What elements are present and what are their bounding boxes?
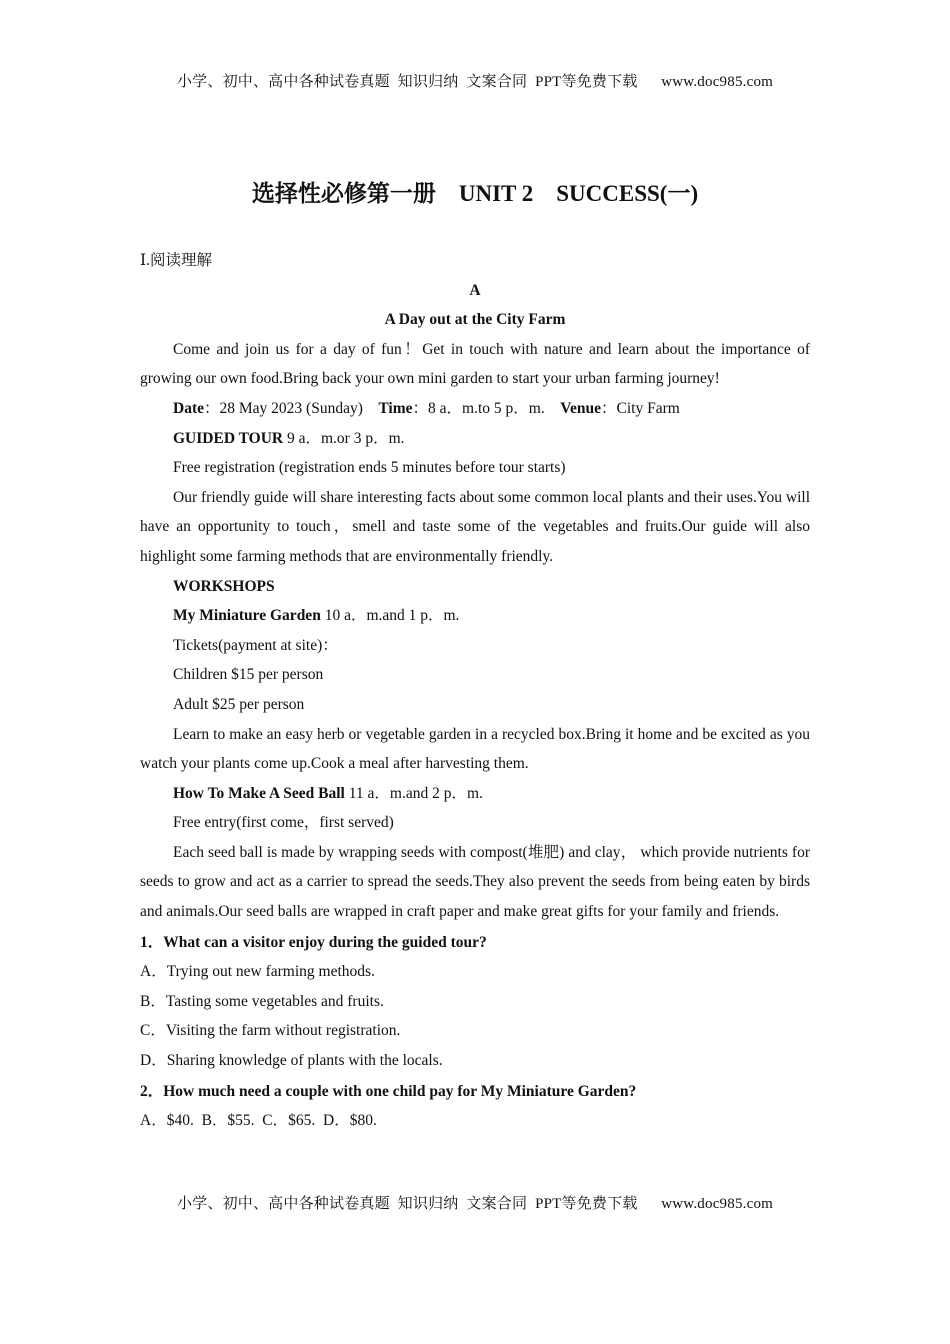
seed-ball-description: Each seed ball is made by wrapping seeds with compost(堆肥) and clay， which provide nutrients for seeds to grow and act as a carrier to spread the seeds.They also prevent the seeds from being eaten by birds and animals.Our seed balls are wrapped in craft paper and make great gifts for your family and friends.: [140, 843, 810, 921]
passage-intro: Come and join us for a day of fun！Get in touch with nature and learn about the importance of growing our own food.Bring back your own mini garden to start your urban farming journey!: [140, 340, 810, 388]
question-1-option-c: C．Visiting the farm without registration.: [140, 1022, 401, 1040]
date-label: Date: [173, 399, 204, 417]
seed-ball-time: 11 a．m.and 2 p．m.: [344, 784, 483, 802]
guided-tour-label: GUIDED TOUR: [173, 429, 284, 447]
workshops-heading: WORKSHOPS: [173, 577, 275, 595]
seed-ball-line: [140, 779, 810, 809]
event-info-line: [140, 394, 810, 424]
time-label: Time: [378, 399, 413, 417]
page-footer: 小学、初中、高中各种试卷真题 知识归纳 文案合同 PPT等免费下载 www.doc985.com: [176, 1196, 774, 1212]
section-heading: Ⅰ.阅读理解: [140, 252, 212, 269]
adult-price: Adult $25 per person: [173, 695, 305, 713]
question-1-option-b: B．Tasting some vegetables and fruits.: [140, 992, 384, 1010]
question-1-option-a: A．Trying out new farming methods.: [140, 963, 375, 981]
seed-ball-label: How To Make A Seed Ball: [173, 784, 345, 802]
tour-description: Our friendly guide will share interesting facts about some common local plants and their uses.You will have an opportunity to touch，smell and taste some of the vegetables and fruits.Our guide will also highlight some farming methods that are environmentally friendly.: [140, 488, 810, 565]
document-body: [140, 246, 810, 1136]
passage-letter: A: [469, 281, 481, 299]
garden-workshop-label: My Miniature Garden: [173, 607, 321, 625]
venue-label: Venue: [560, 399, 601, 417]
question-1: 1．What can a visitor enjoy during the guided tour?: [140, 933, 487, 951]
garden-workshop-time: 10 a．m.and 1 p．m.: [320, 607, 460, 625]
time-value: ：8 a．m.to 5 p．m.: [412, 399, 561, 417]
seed-ball-entry: Free entry(first come，first served): [173, 814, 394, 832]
question-2: 2．How much need a couple with one child pay for My Miniature Garden?: [140, 1082, 637, 1100]
garden-description: Learn to make an easy herb or vegetable garden in a recycled box.Bring it home and be excited as you watch your plants come up.Cook a meal after harvesting them.: [140, 725, 810, 773]
venue-value: ：City Farm: [601, 399, 680, 417]
page-header: 小学、初中、高中各种试卷真题 知识归纳 文案合同 PPT等免费下载 www.doc985.com: [176, 74, 774, 90]
question-1-option-d: D．Sharing knowledge of plants with the locals.: [140, 1052, 443, 1070]
passage-title: A Day out at the City Farm: [384, 311, 566, 329]
tickets-label: Tickets(payment at site)：: [173, 636, 338, 654]
date-value: ：28 May 2023 (Sunday): [204, 399, 379, 417]
guided-tour-line: [140, 424, 810, 454]
garden-workshop-line: [140, 601, 810, 631]
children-price: Children $15 per person: [173, 666, 324, 684]
question-2-options: A．$40. B．$55. C．$65. D．$80.: [140, 1112, 377, 1130]
tour-registration: Free registration (registration ends 5 minutes before tour starts): [173, 459, 566, 477]
page-title: 选择性必修第一册 UNIT 2 SUCCESS(一): [251, 181, 699, 206]
guided-tour-time: 9 a．m.or 3 p．m.: [283, 429, 405, 447]
